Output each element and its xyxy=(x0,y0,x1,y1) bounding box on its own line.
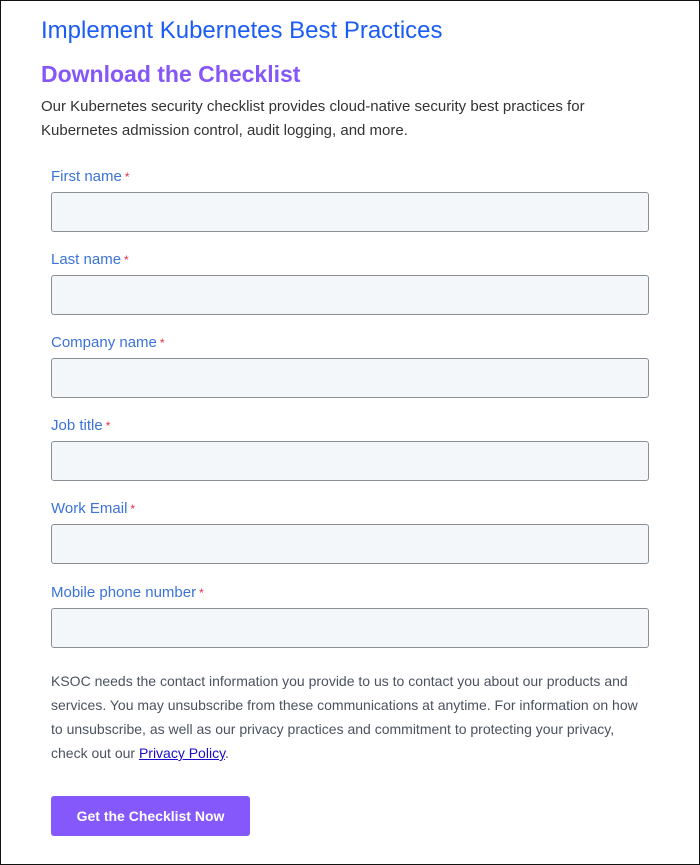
page-title: Implement Kubernetes Best Practices xyxy=(41,17,443,44)
label-text: Mobile phone number xyxy=(51,584,197,601)
required-marker: * xyxy=(124,253,129,267)
mobile-phone-field xyxy=(51,583,649,648)
label-text: Work Email xyxy=(51,500,128,517)
label-text: Job title xyxy=(51,417,103,434)
first-name-input[interactable] xyxy=(51,192,649,232)
last-name-field xyxy=(51,250,649,315)
label-text: First name xyxy=(51,168,122,185)
mobile-phone-input[interactable] xyxy=(51,608,649,648)
company-name-label xyxy=(51,333,649,353)
first-name-field xyxy=(51,167,649,232)
required-marker: * xyxy=(130,502,136,516)
mobile-phone-label xyxy=(51,583,649,603)
label-text: Company name xyxy=(51,334,157,351)
intro-text: Our Kubernetes security checklist provides cloud-native security best practices for Kubernetes admission control, audit logging, and more. xyxy=(41,98,585,139)
company-name-input[interactable] xyxy=(51,358,649,398)
required-marker: * xyxy=(159,336,165,350)
work-email-label xyxy=(51,499,649,519)
label-text: Last name xyxy=(51,251,122,268)
work-email-field xyxy=(51,499,649,564)
form-heading: Download the Checklist xyxy=(41,61,301,87)
privacy-disclaimer xyxy=(51,669,651,765)
disclaimer-text: KSOC needs the contact information you provide to us to contact you about our products and services. You may unsubscribe from these communications at anytime. For information on how to unsubscribe, as well as our privacy practices and commitment to protecting your privacy, check out our xyxy=(51,673,638,761)
last-name-input[interactable] xyxy=(51,275,649,315)
privacy-policy-link[interactable]: Privacy Policy xyxy=(138,745,226,761)
work-email-input[interactable] xyxy=(51,524,649,564)
first-name-label xyxy=(51,167,649,187)
required-marker: * xyxy=(105,419,111,433)
disclaimer-end: . xyxy=(225,745,229,761)
company-name-field xyxy=(51,333,649,398)
required-marker: * xyxy=(124,170,130,184)
job-title-label xyxy=(51,416,649,436)
job-title-field xyxy=(51,416,649,481)
job-title-input[interactable] xyxy=(51,441,649,481)
get-checklist-button[interactable]: Get the Checklist Now xyxy=(51,796,250,836)
required-marker: * xyxy=(199,586,204,600)
last-name-label xyxy=(51,250,649,270)
